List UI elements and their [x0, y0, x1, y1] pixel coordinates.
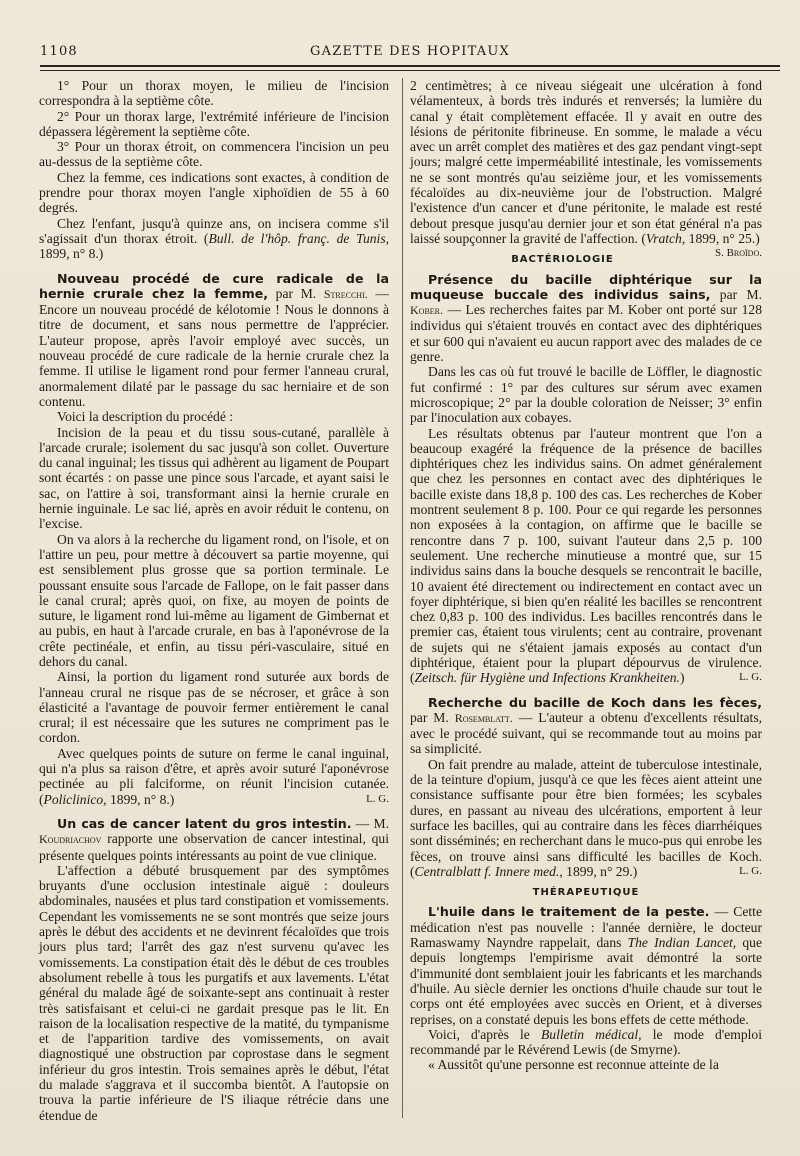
- text: que depuis longtemps l'empirisme avait démontré la sorte d'immunité dont semblaient jouir les fabricants et les marchands d'huile. Au siècle dernier les onctions d'huile chaude sur tout le corps ont été employées avec succès en Orient, et à diverses reprises, on a constaté depuis les bons effets de cette méthode.: [410, 935, 763, 1027]
- text: — M.: [351, 815, 389, 831]
- text: par M.: [710, 286, 762, 302]
- paragraph: L'affection a débuté brusquement par des symptômes bruyants d'une occlusion intestinale aiguë : douleurs abdominales, nausées et plus tard constipation et vomissements. Cependant les vomissements ne se sont montrés que seize jours après le début des accidents et ne devinrent fécaloïdes que trois jours plus tard; l'arrêt des gaz n'est survenu qu'avec les vomissements. La constipation était dès le début de ces troubles absolument rebelle à tous les purgatifs et aux lavements. L'état général du malade âgé de soixante-sept ans continuait à rester très satisfaisant et celui-ci ne gardait presque pas le lit. En raison de la localisation respective de la matité, du tympanisme et de l'apparition tardive des vomissements, on avait diagnostiqué une obstruction par coprostase dans le segment inférieur du gros intestin. Trois semaines après le début, l'état du malade s'aggrava et il succomba bientôt. A l'autopsie on trouva la partie inférieure de l'S iliaque rétrécie dans une étendue de: [39, 862, 389, 1123]
- article-title: L'huile dans le traitement de la peste.: [428, 904, 710, 920]
- text: ): [679, 670, 685, 686]
- paragraph: [410, 1027, 762, 1058]
- text: par M.: [410, 709, 455, 725]
- author: Koudriachov: [39, 832, 102, 847]
- text: rapporte une observation de cancer intestinal, qui présente quelques points intéressants au point de vue clinique.: [39, 831, 389, 863]
- article-title: Recherche du bacille de Koch dans les fèces,: [428, 694, 762, 710]
- article-title: Présence du bacille diphtérique sur la muqueuse buccale des individus sains,: [410, 271, 762, 302]
- citation: Vratch,: [645, 230, 686, 246]
- running-head: [40, 44, 780, 64]
- left-column: [39, 78, 389, 1123]
- text: 1899, n° 25.): [685, 230, 760, 246]
- paragraph: « Aussitôt qu'une personne est reconnue atteinte de la: [428, 1057, 719, 1073]
- text: Chez l'enfant, jusqu'à quinze ans, on incisera comme s'il s'agissait d'un thorax étroit. (: [39, 215, 389, 246]
- paragraph: 3° Pour un thorax étroit, on commencera l'incision un peu au-dessus de la septième côte.: [39, 139, 389, 170]
- header-rule: [40, 65, 780, 67]
- author: Rosemblatt.: [454, 710, 513, 725]
- signature: L. G.: [739, 864, 762, 877]
- paragraph: Chez la femme, ces indications sont exactes, à condition de prendre pour thorax moyen l'angle xiphoïdien de 55 à 60 degrés.: [39, 169, 389, 216]
- article-cancer: [39, 816, 389, 863]
- spacer: [410, 686, 762, 695]
- journal-title: GAZETTE DES HOPITAUX: [310, 44, 510, 59]
- text: — Cette médication n'est pas nouvelle : l'année dernière, le docteur Ramaswamy Nayndre rappelait, dans: [410, 904, 762, 951]
- text: On fait prendre au malade, atteint de tuberculose intestinale, de la teinture d'opium, jusqu'à ce que les fèces aient atteint une consistance suffisante pour être bien formées; les scybales dures, en passant au niveau des ulcérations, emportent à leur surface les bacilles, qui au contraire dans les fèces diarrhéiques sont disséminés; en recherchant dans le muco-pus qui enrobe les fèces, on trouve ainsi sans difficulté les bacilles de Koch. (: [410, 756, 762, 879]
- header-rule-thin: [40, 70, 780, 71]
- text: 2 centimètres; à ce niveau siégeait une ulcération à fond vélamenteux, à bords très indurés et renversés; la lumière du canal y était complètement effacée. Il y avait en outre des lésions de péritonite fibrineuse. En somme, le malade a vécu avec un arrêt complet des matières et des gaz pendant vingt-sept jours; malgré cette imperméabilité intestinale, les vomissements ne se sont montrés qu'au seizième jour, et les vomissements fécaloïdes au dix-neuvième jour de l'obstruction. Malgré l'existence d'un cancer et d'une péritonite, le malade est resté debout presque jusqu'au dernier jour et son état général n'a pas laissé soupçonner la gravité de l'affection. (: [410, 78, 762, 246]
- text: le mode d'emploi recommandé par le Révérend Lewis (de Smyrne).: [410, 1026, 762, 1058]
- paragraph: [410, 426, 762, 686]
- paragraph: 1° Pour un thorax moyen, le milieu de l'incision correspondra à la septième côte.: [39, 78, 389, 109]
- citation: Zeitsch. für Hygiène und Infections Krankheiten.: [414, 670, 680, 686]
- citation: Bulletin médical,: [540, 1026, 642, 1042]
- article-title: Un cas de cancer latent du gros intestin.: [57, 815, 352, 831]
- text: — Les recherches faites par M. Kober ont porté sur 128 individus qui s'étaient trouvés en contact avec des diphtériques et sur 600 qui n'avaient eu aucun rapport avec des malades de ce genre.: [410, 302, 762, 365]
- page-number: 1108: [40, 44, 78, 59]
- text: Les résultats obtenus par l'auteur montrent que l'on a beaucoup exagéré la fréquence de la présence de bacilles diphtériques chez les individus sains. On admet généralement que chez les personnes en contact avec des diphtériques le bacille existe dans 18,8 p. 100 des cas. Les recherches de Kober montrent seulement 8 p. 100. Pour ce qui regarde les personnes non exposées à la contagion, on affirme que le bacille se rencontre dans 7 p. 100, suivant l'auteur dans 2,5 p. 100 seulement. Une recherche minutieuse a montré que, sur 15 individus sains dans la bouche desquels se rencontrait le bacille, 10 avaient été directement ou indirectement en contact avec un foyer diphtérique, si bien qu'en réalité les bacilles se rencontrent chez 0,83 p. 100 des individus. Les bacilles rencontrés dans le premier cas, étaient tous virulents; cent au contraire, provenant de sujets qui ne s'étaient jamais exposés au contact d'un diphtérique, étaient pour la plupart dépourvus de virulence. (: [410, 425, 762, 686]
- spacer: [39, 262, 389, 271]
- text: — L'auteur a obtenu d'excellents résultats, avec le procédé suivant, qui se recommande tout au moins par sa simplicité.: [410, 709, 763, 757]
- text: Avec quelques points de suture on ferme le canal inguinal, qui n'a plus sa raison d'être, et après avoir suturé l'aponévrose pectinée au pli falciforme, on réunit l'incision cutanée. (: [39, 745, 389, 807]
- signature: L. G.: [739, 671, 762, 684]
- citation: Centralblatt f. Innere med.,: [414, 863, 563, 879]
- paragraph: [39, 746, 389, 807]
- article-hernie: [39, 271, 389, 410]
- citation: The Indian Lancet,: [627, 935, 737, 951]
- citation: Bull. de l'hôp. franç. de Tunis,: [208, 230, 390, 246]
- text: 1899, n° 8.): [106, 791, 175, 807]
- author: Kober.: [410, 303, 444, 318]
- signature: L. G.: [366, 792, 389, 805]
- paragraph: Ainsi, la portion du ligament rond suturée aux bords de l'anneau crural ne risque pas de se nécroser, et grâce à son élasticité a l'avantage de pouvoir fermer entièrement le canal crural; il est nécessaire que les sutures ne compriment pas le cordon.: [39, 669, 389, 746]
- section-heading: BACTÉRIOLOGIE: [511, 254, 614, 266]
- text: Voici, d'après le: [428, 1026, 541, 1042]
- author: Strecchi.: [323, 286, 368, 301]
- paragraph: [410, 757, 762, 879]
- text: 1899, n° 8.): [39, 246, 104, 262]
- paragraph: Dans les cas où fut trouvé le bacille de Löffler, le diagnostic fut confirmé : 1° par des cultures sur sérum avec examen microscopique; 2° par la double coloration de Neisser; 3° enfin par l'inoculation aux cobayes.: [410, 364, 762, 426]
- column-divider: [402, 78, 403, 1118]
- paragraph: Voici la description du procédé :: [57, 409, 234, 425]
- text: par M.: [268, 285, 324, 301]
- text: 1899, n° 29.): [562, 863, 638, 879]
- text: — Encore un nouveau procédé de kélotomie ! Nous le donnons à titre de document, et sans nous permettre de l'apprécier. L'auteur propose, après l'avoir employé avec succès, un nouveau procédé de cure radicale de la hernie crurale chez la femme. Il utilise le ligament rond pour fermer l'anneau crural, anormalement dilaté par le passage du sac herniaire et de son contenu.: [39, 285, 389, 409]
- right-column: [410, 78, 762, 1073]
- article-title: Nouveau procédé de cure radicale de la hernie crurale chez la femme,: [39, 270, 389, 301]
- signature: S. Broïdo.: [714, 247, 762, 260]
- paragraph: 2° Pour un thorax large, l'extrémité inférieure de l'incision dépassera légèrement la septième côte.: [39, 108, 389, 139]
- citation: Policlinico,: [43, 791, 107, 807]
- paragraph: Incision de la peau et du tissu sous-cutané, parallèle à l'arcade crurale; isolement du sac jusqu'à son collet. Ouverture du canal inguinal; les tissus qui adhèrent au ligament de Poupart sont écartés : on passe une pince sous l'arcade, et ayant saisi le sac, on l'attire à soi, transformant ainsi la hernie crurale en hernie inguinale. Le sac lié, après en avoir réduit le contenu, on l'excise.: [39, 424, 389, 532]
- article-diphterie: [410, 272, 762, 365]
- article-koch: [410, 695, 762, 757]
- article-peste: [410, 904, 762, 1026]
- paragraph: [39, 216, 389, 262]
- paragraph: On va alors à la recherche du ligament rond, on l'isole, et on l'attire un peu, pour mettre à découvert sa partie moyenne, qui est sensiblement plus grosse que sa portion terminale. Le poussant ensuite sous l'arcade de Fallope, on le fait passer dans le canal crural; après quoi, on fixe, au moyen de points de suture, le ligament rond lui-même au ligament de Gimbernat et au pubis, en haut à l'arcade crurale, en bas à l'aponévrose de la crête pectinéale, et enfin, au tissu péri-vasculaire, situé en dehors du canal.: [39, 531, 389, 669]
- spacer: [39, 807, 389, 816]
- section-heading: THÉRAPEUTIQUE: [532, 887, 640, 899]
